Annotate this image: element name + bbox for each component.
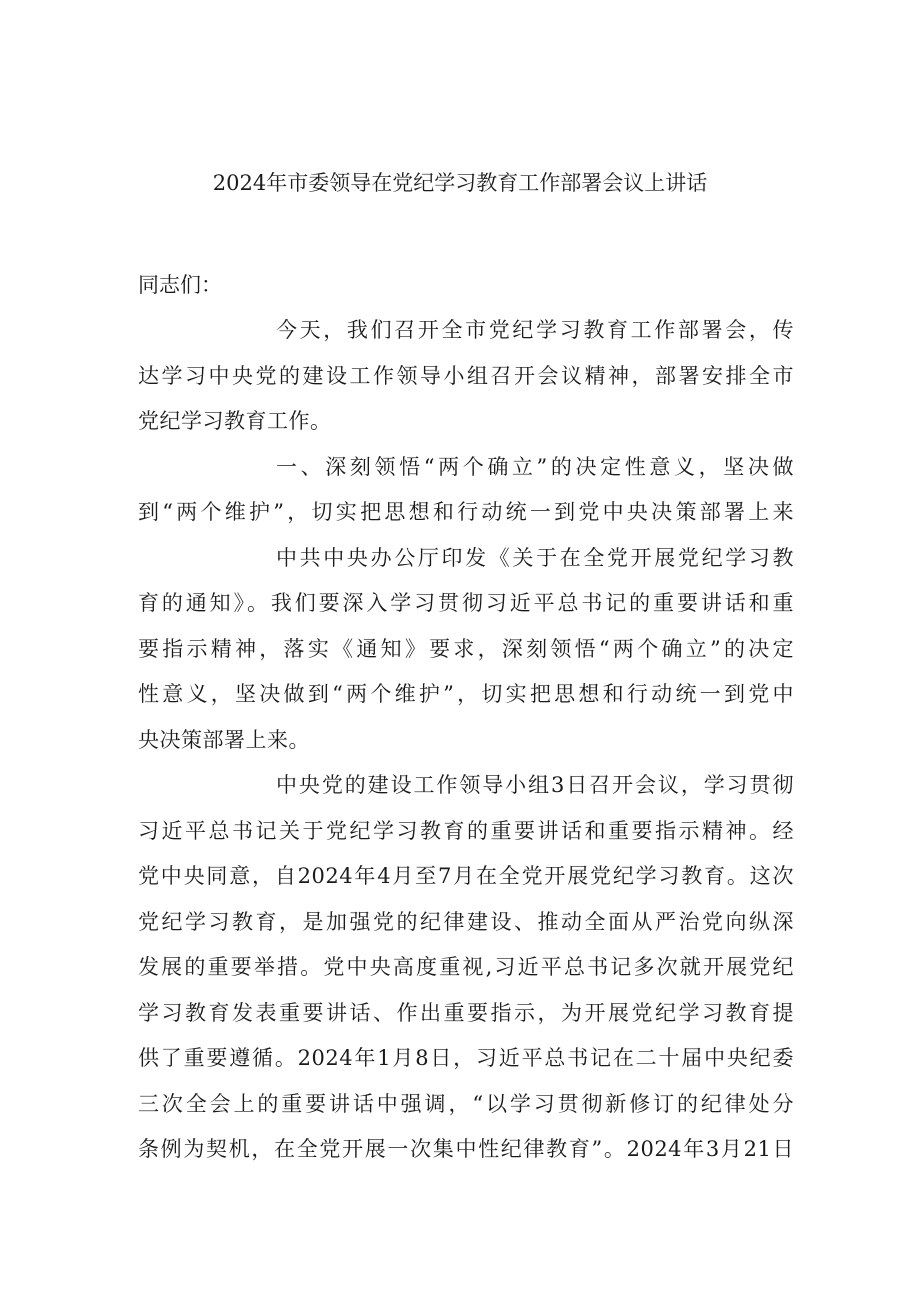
paragraph-line: 习近平总书记关于党纪学习教育的重要讲话和重要指示精神。经	[138, 818, 794, 843]
document-title: 2024年市委领导在党纪学习教育工作部署会议上讲话	[212, 171, 708, 195]
section-heading-1	[138, 445, 794, 536]
document-body	[138, 262, 794, 1173]
paragraph-line: 性意义，坚决做到“两个维护”，切实把思想和行动统一到党中	[138, 682, 794, 706]
paragraph-line: 达学习中央党的建设工作领导小组召开会议精神，部署安排全市	[138, 363, 794, 388]
paragraph-line: 条例为契机，在全党开展一次集中性纪律教育”。2024年3月21日	[138, 1137, 794, 1161]
paragraph-line: 学习教育发表重要讲话、作出重要指示，为开展党纪学习教育提	[138, 1000, 794, 1025]
paragraph-line: 中共中央办公厅印发《关于在全党开展党纪学习教	[276, 545, 794, 570]
paragraph-line: 三次全会上的重要讲话中强调，“以学习贯彻新修订的纪律处分	[138, 1091, 794, 1116]
paragraph-line: 党纪学习教育，是加强党的纪律建设、推动全面从严治党向纵深	[138, 909, 794, 934]
paragraph-line: 党纪学习教育工作。	[138, 409, 332, 433]
paragraph-line: 供了重要遵循。2024年1月8日，习近平总书记在二十届中央纪委	[138, 1046, 794, 1070]
paragraph-meeting	[138, 763, 794, 1173]
paragraph-line: 要指示精神，落实《通知》要求，深刻领悟“两个确立”的决定	[138, 636, 794, 661]
paragraph-line: 央决策部署上来。	[138, 727, 310, 752]
heading-line: 一、深刻领悟“两个确立”的决定性意义，坚决做	[276, 454, 794, 479]
paragraph-notice	[138, 536, 794, 764]
paragraph-line: 中央党的建设工作领导小组3日召开会议，学习贯彻	[276, 773, 794, 797]
paragraph-line: 党中央同意，自2024年4月至7月在全党开展党纪学习教育。这次	[138, 864, 794, 888]
paragraph-line: 育的通知》。我们要深入学习贯彻习近平总书记的重要讲话和重	[138, 591, 794, 615]
paragraph-line: 发展的重要举措。党中央高度重视,习近平总书记多次就开展党纪	[138, 955, 794, 979]
heading-line: 到“两个维护”，切实把思想和行动统一到党中央决策部署上来	[138, 500, 794, 524]
paragraph-line: 今天，我们召开全市党纪学习教育工作部署会，传	[276, 318, 794, 342]
paragraph-intro	[138, 308, 794, 445]
salutation: 同志们：	[138, 273, 222, 297]
